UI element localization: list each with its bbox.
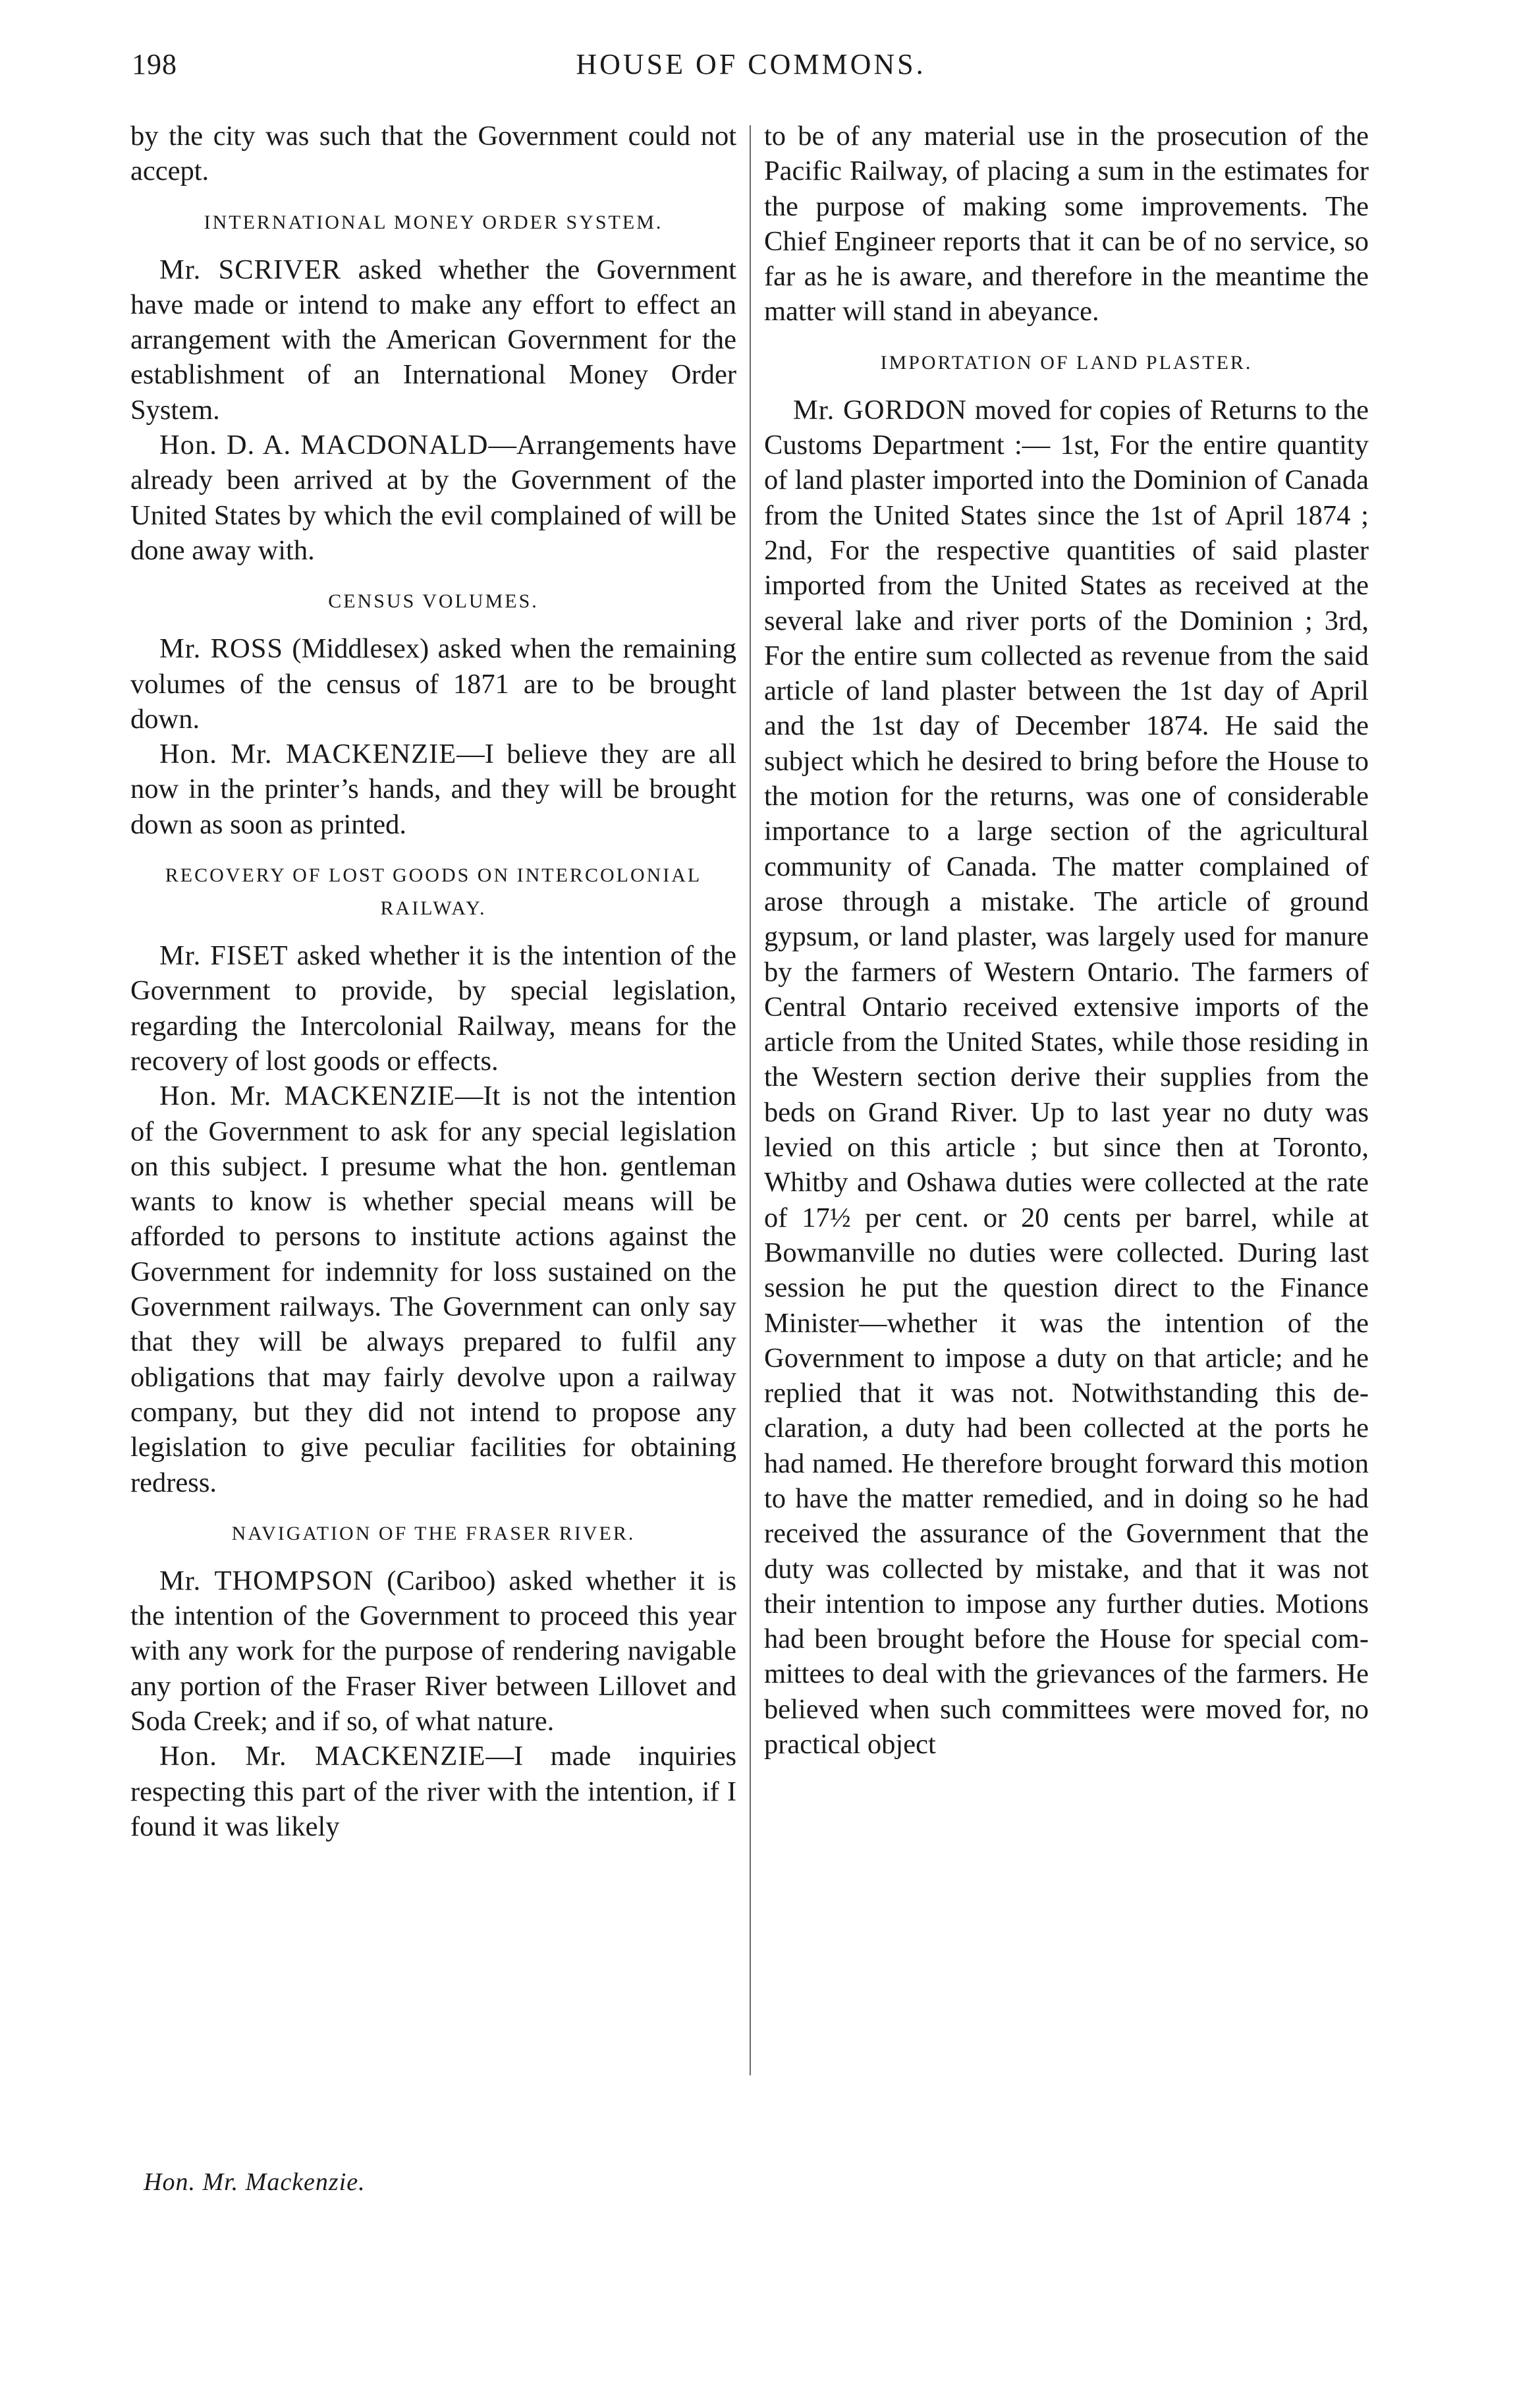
left-column — [130, 119, 736, 1844]
section-heading-land-plaster: IMPORTATION OF LAND PLASTER. — [880, 351, 1253, 374]
speech-text: (Cariboo) asked whether it is the intention of the Government to proceed this year with any work for the purpose of rendering navigable any portion of the Fraser River between Lillovet and Soda Creek; and if so, of what nature. — [130, 1565, 736, 1737]
speaker-name: Mr. SCRIVER — [159, 254, 342, 285]
footer-signature: Hon. Mr. Mackenzie. — [144, 2168, 366, 2196]
speech-text: —I believe they are all now in the printer’s hands, and they will be brought down as soon as printed. — [130, 739, 736, 840]
paragraph — [764, 393, 1369, 1762]
speaker-name: Mr. THOMPSON — [159, 1565, 374, 1596]
paragraph-continued: to be of any material use in the prosecution of the Pacific Railway, of placing a sum in the estimates for the purpose of making some improvements. The Chief Engineer reports that it can be of no service, so far as he is aware, and therefore in the meantime the matter will stand in abeyance. — [764, 121, 1369, 327]
running-title: HOUSE OF COMMONS. — [576, 48, 926, 80]
section-heading-census: CENSUS VOLUMES. — [328, 590, 539, 613]
speech-text: asked whether the Government have made or intend to make any effort to effect an arrangement with the American Government for the establishment of an International Money Order System. — [130, 254, 736, 426]
speaker-name: Mr. FISET — [159, 940, 289, 972]
speech-text: moved for copies of Returns to the Customs Department :— 1st, For the entire quantity of land plaster imported into the Dominion of Canada from the United States since the 1st of April 1874 ; 2nd, For the respective quantities of said plaster imported from the United States as received at the several lake and river ports of the Dominion ; 3rd, For the entire sum collected as revenue from the said article of land plaster between the 1st day of April and the 1st day of December 1874. He said the subject which he desired to bring before the House to the motion for the returns, was one of considerable importance to a large section of the agricultural community of Canada. The matter complained of arose through a mistake. The article of ground gypsum, or land plaster, was largely used for manure by the farmers of Western Ontario. The farmers of Central Ontario received extensive imports of the article from the United States, while those residing in the Western section derive their supplies from the beds on Grand River. Up to last year no duty was levied on this article ; but since then at Toronto, Whitby and Oshawa duties were collected at the rate of 17½ per cent. or 20 cents per barrel, while at Bowmanville no duties were collected. During last session he put the question direct to the Finance Minister—whether it was the intention of the Government to impose a duty on that article; and he replied that it was not. Notwithstanding this declaration, a duty had been collected at the ports he had named. He therefore brought forward this motion to have the matter remedied, and in doing so he had received the assurance of the Government that the duty was collected by mistake, and that it was not their intention to impose any further duties. Motions had been brought before the House for special committees to deal with the grievances of the farmers. He believed when such committees were moved for, no practical object — [764, 394, 1369, 1760]
paragraph — [130, 1079, 736, 1500]
column-divider — [750, 125, 751, 2075]
speaker-name: Mr. GORDON — [793, 394, 967, 426]
paragraph — [130, 252, 736, 428]
paragraph — [130, 737, 736, 842]
page-header — [132, 47, 1370, 87]
page-number: 198 — [132, 48, 177, 80]
speaker-name: Hon. D. A. MACDONALD — [159, 430, 489, 461]
speaker-name: Hon. Mr. MACKENZIE — [159, 1081, 455, 1112]
speech-text: (Middlesex) asked when the remaining volumes of the census of 1871 are to be brought down. — [130, 633, 736, 735]
section-heading-lost-goods: RECOVERY OF LOST GOODS ON INTERCOLONIAL RAILWAY. — [165, 864, 702, 920]
paragraph — [130, 938, 736, 1079]
speech-text: —I made inquiries respecting this part of the river with the intention, if I found it was likely — [130, 1741, 736, 1842]
paragraph-continued: by the city was such that the Government could not accept. — [130, 121, 736, 187]
paragraph — [130, 631, 736, 737]
speaker-name: Hon. Mr. MACKENZIE — [159, 1741, 486, 1772]
right-column — [764, 119, 1369, 1762]
section-heading-fraser-river: NAVIGATION OF THE FRASER RIVER. — [231, 1522, 636, 1544]
speech-text: —It is not the intention of the Government to ask for any special legislation on this subject. I presume what the hon. gentleman wants to know is whether special means will be afforded to persons to institute actions against the Government for indemnity for loss sustained on the Government railways. The Government can only say that they will be always prepared to fulfil any obligations that may fairly devolve upon a railway company, but they did not intend to propose any legislation to give peculiar facilities for obtaining redress. — [130, 1081, 736, 1498]
speech-text: asked whether it is the intention of the Government to provide, by special legislation, regarding the Intercolonial Railway, means for the recovery of lost goods or effects. — [130, 940, 736, 1077]
section-heading-money-order: INTERNATIONAL MONEY ORDER SYSTEM. — [204, 211, 663, 233]
speech-text: —Arrangements have already been arrived at by the Government of the United States by which the evil complained of will be done away with. — [130, 430, 736, 566]
speaker-name: Mr. ROSS — [159, 633, 283, 665]
paragraph — [130, 1739, 736, 1844]
speaker-name: Hon. Mr. MACKENZIE — [159, 739, 457, 770]
paragraph — [130, 428, 736, 568]
paragraph — [130, 1563, 736, 1739]
